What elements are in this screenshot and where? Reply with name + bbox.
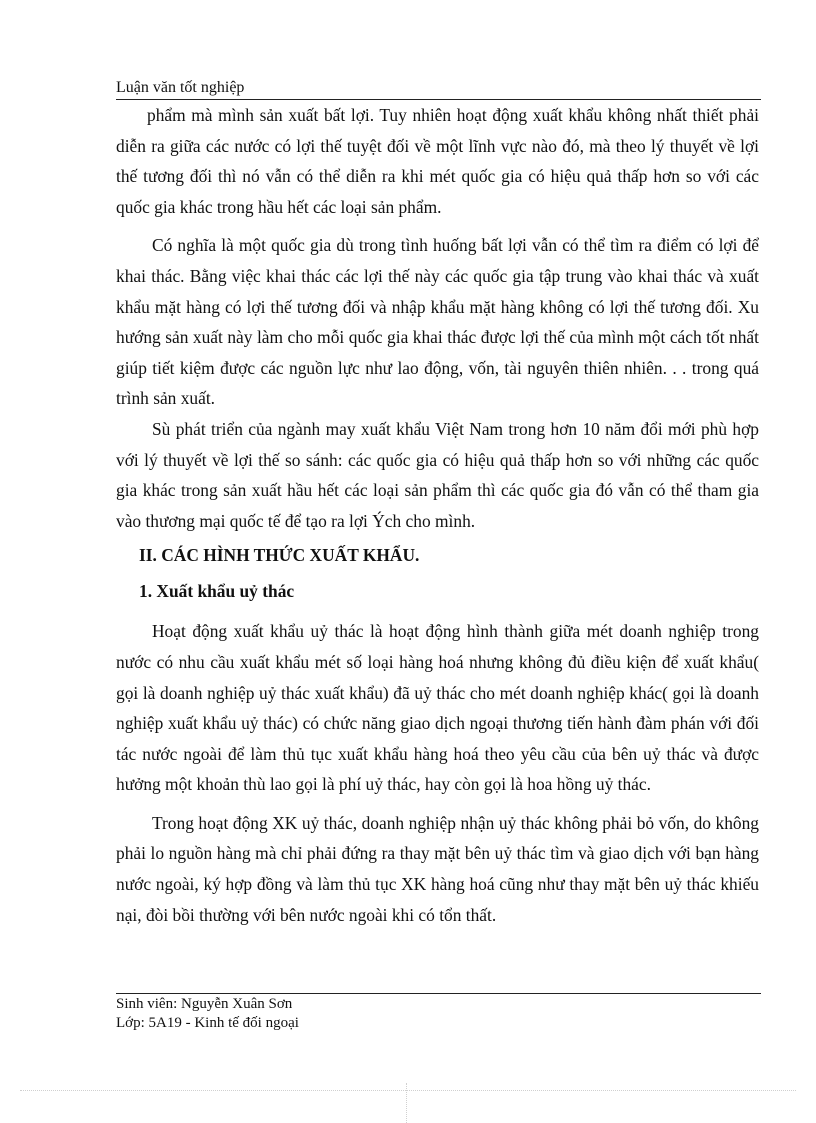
- page-footer: [116, 995, 761, 1033]
- footer-student-name: Sinh viên: Nguyễn Xuân Sơn: [116, 996, 293, 1012]
- page-center-mark: [406, 1083, 407, 1123]
- section-heading: II. CÁC HÌNH THỨC XUẤT KHẨU.: [139, 545, 420, 566]
- document-body: [116, 100, 759, 930]
- paragraph-entrusted-export-details: Trong hoạt động XK uỷ thác, doanh nghiệp nhận uỷ thác không phải bỏ vốn, do không phải lo nguồn hàng mà chỉ phải đứng ra thay mặt bên uỷ thác tìm và giao dịch với bạn hàng nước ngoài, ký hợp đồng và làm thủ tục XK hàng hoá cũng như thay mặt bên uỷ thác khiếu nại, đòi bồi thường với bên nước ngoài khi có tổn thất.: [116, 812, 759, 925]
- paragraph-continuation: phẩm mà mình sản xuất bất lợi. Tuy nhiên hoạt động xuất khẩu không nhất thiết phải diễn ra giữa các nước có lợi thế tuyệt đối về một lĩnh vực nào đó, mà theo lý thuyết về lợi thế tương đối thì nó vẫn có thể diễn ra khi mét quốc gia có hiệu quả thấp hơn so với các quốc gia khác trong hầu hết các loại sản phẩm.: [116, 105, 759, 217]
- paragraph-entrusted-export: Hoạt động xuất khẩu uỷ thác là hoạt động hình thành giữa mét doanh nghiệp trong nước có nhu cầu xuất khẩu mét số loại hàng hoá nhưng không đủ điều kiện để xuất khẩu( gọi là doanh nghiệp uỷ thác xuất khẩu) đã uỷ thác cho mét doanh nghiệp khác( gọi là doanh nghiệp xuất khẩu uỷ thác) có chức năng giao dịch ngoại thương tiến hành đàm phán với đối tác nước ngoài để làm thủ tục xuất khẩu hàng hoá theo yêu cầu của bên uỷ thác và được hưởng một khoản thù lao gọi là phí uỷ thác, hay còn gọi là hoa hồng uỷ thác.: [116, 621, 759, 795]
- subsection-heading: 1. Xuất khẩu uỷ thác: [139, 581, 295, 602]
- footer-class: Lớp: 5A19 - Kinh tế đối ngoại: [116, 1015, 299, 1031]
- paragraph-garment-export: Sù phát triển của ngành may xuất khẩu Việt Nam trong hơn 10 năm đổi mới phù hợp với lý thuyết về lợi thế so sánh: các quốc gia có hiệu quả thấp hơn so với những các quốc gia khác trong sản xuất hầu hết các loại sản phẩm thì các quốc gia đó vẫn có thể tham gia vào thương mại quốc tế để tạo ra lợi Ých cho mình.: [116, 418, 759, 531]
- page-boundary-line: [20, 1090, 796, 1091]
- paragraph-comparative-advantage: Có nghĩa là một quốc gia dù trong tình huống bất lợi vẫn có thể tìm ra điểm có lợi để khai thác. Bằng việc khai thác các lợi thế này các quốc gia tập trung vào khai thác và xuất khẩu mặt hàng có lợi thế tương đối và nhập khẩu mặt hàng không có lợi thế tương đối. Xu hướng sản xuất này làm cho mỗi quốc gia khai thác được lợi thế của mình một cách tốt nhất giúp tiết kiệm được các nguồn lực như lao động, vốn, tài nguyên thiên nhiên. . . trong quá trình sản xuất.: [116, 235, 759, 409]
- footer-divider: [116, 993, 761, 994]
- page-header-title: Luận văn tốt nghiệp: [116, 79, 245, 96]
